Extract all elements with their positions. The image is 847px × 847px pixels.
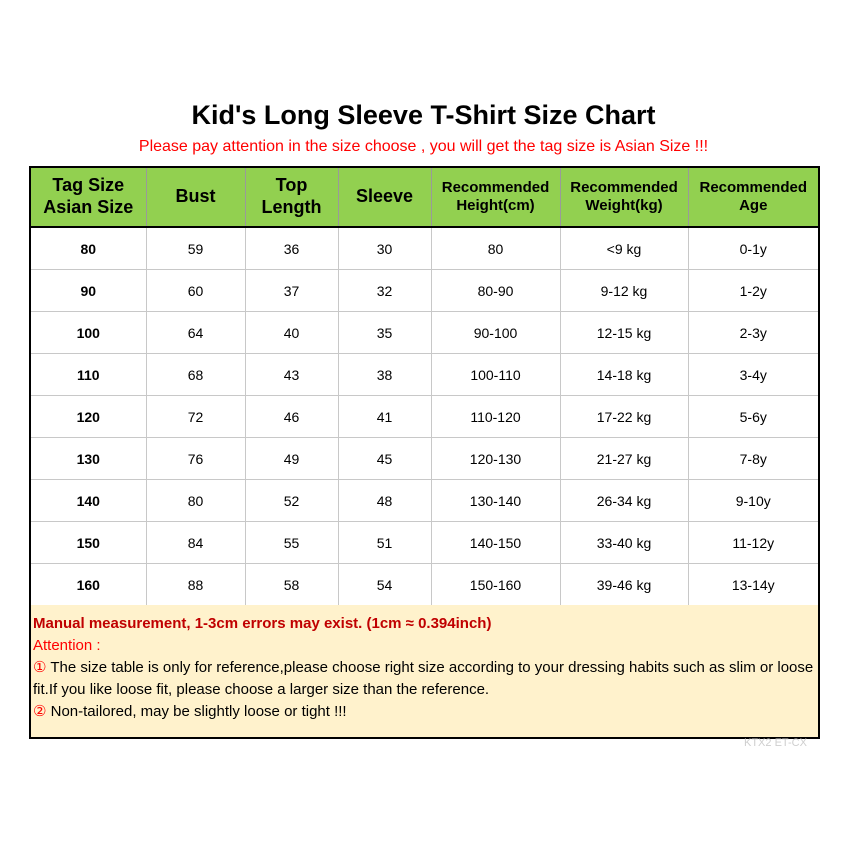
notes-box <box>29 605 820 739</box>
table-row <box>30 564 819 607</box>
cell-top-length: 46 <box>245 396 338 438</box>
cell-bust: 80 <box>146 480 245 522</box>
cell-height: 110-120 <box>431 396 560 438</box>
note-item-2 <box>33 701 818 723</box>
cell-top-length: 55 <box>245 522 338 564</box>
note-1-marker: ① <box>33 659 47 676</box>
cell-sleeve: 30 <box>338 227 431 270</box>
asian-size-notice: Please pay attention in the size choose , you will get the tag size is Asian Size !!! <box>138 138 709 155</box>
table-row <box>30 354 819 396</box>
cell-bust: 88 <box>146 564 245 607</box>
note-1-text: The size table is only for reference,please choose right size according to your dressing habits such as slim or loose fit.If you like loose fit, please choose a larger size than the reference. <box>33 659 814 698</box>
cell-height: 150-160 <box>431 564 560 607</box>
table-row <box>30 522 819 564</box>
cell-age: 11-12y <box>688 522 819 564</box>
cell-age: 7-8y <box>688 438 819 480</box>
cell-weight: <9 kg <box>560 227 688 270</box>
table-row <box>30 227 819 270</box>
cell-top-length: 58 <box>245 564 338 607</box>
header-top-length: Top Length <box>245 167 338 227</box>
cell-height: 90-100 <box>431 312 560 354</box>
cell-weight: 26-34 kg <box>560 480 688 522</box>
cell-weight: 9-12 kg <box>560 270 688 312</box>
note-2-marker: ② <box>33 703 47 720</box>
cell-age: 5-6y <box>688 396 819 438</box>
note-item-1 <box>33 657 818 701</box>
cell-weight: 14-18 kg <box>560 354 688 396</box>
cell-sleeve: 48 <box>338 480 431 522</box>
cell-tag-size: 160 <box>30 564 146 607</box>
cell-bust: 68 <box>146 354 245 396</box>
cell-bust: 72 <box>146 396 245 438</box>
cell-top-length: 49 <box>245 438 338 480</box>
cell-bust: 64 <box>146 312 245 354</box>
chart-title: Kid's Long Sleeve T-Shirt Size Chart <box>191 100 656 130</box>
cell-age: 1-2y <box>688 270 819 312</box>
cell-tag-size: 110 <box>30 354 146 396</box>
note-2-text: Non-tailored, may be slightly loose or tight !!! <box>46 703 347 720</box>
cell-sleeve: 54 <box>338 564 431 607</box>
table-row <box>30 396 819 438</box>
cell-age: 0-1y <box>688 227 819 270</box>
table-row <box>30 312 819 354</box>
header-height: Recommended Height(cm) <box>431 167 560 227</box>
header-bust: Bust <box>146 167 245 227</box>
cell-top-length: 36 <box>245 227 338 270</box>
cell-height: 80-90 <box>431 270 560 312</box>
table-row <box>30 270 819 312</box>
cell-sleeve: 51 <box>338 522 431 564</box>
cell-sleeve: 32 <box>338 270 431 312</box>
table-row <box>30 438 819 480</box>
header-age: Recommended Age <box>688 167 819 227</box>
cell-sleeve: 35 <box>338 312 431 354</box>
cell-height: 140-150 <box>431 522 560 564</box>
size-table-body <box>30 227 819 606</box>
cell-weight: 17-22 kg <box>560 396 688 438</box>
cell-age: 2-3y <box>688 312 819 354</box>
cell-height: 100-110 <box>431 354 560 396</box>
cell-height: 130-140 <box>431 480 560 522</box>
cell-age: 13-14y <box>731 576 775 593</box>
cell-tag-size: 130 <box>30 438 146 480</box>
cell-age: 3-4y <box>688 354 819 396</box>
cell-sleeve: 45 <box>338 438 431 480</box>
cell-weight: 39-46 kg <box>560 564 688 607</box>
cell-height: 120-130 <box>431 438 560 480</box>
cell-age: 9-10y <box>688 480 819 522</box>
watermark: KTX2 ET-CX <box>744 737 807 749</box>
cell-tag-size: 140 <box>30 480 146 522</box>
cell-tag-size: 120 <box>30 396 146 438</box>
cell-top-length: 40 <box>245 312 338 354</box>
header-tag-size: Tag Size Asian Size <box>30 167 146 227</box>
cell-height: 80 <box>431 227 560 270</box>
cell-top-length: 52 <box>245 480 338 522</box>
cell-bust: 59 <box>146 227 245 270</box>
cell-weight: 12-15 kg <box>560 312 688 354</box>
cell-tag-size: 150 <box>30 522 146 564</box>
cell-bust: 84 <box>146 522 245 564</box>
cell-top-length: 43 <box>245 354 338 396</box>
attention-label: Attention : <box>33 637 101 654</box>
cell-tag-size: 90 <box>30 270 146 312</box>
cell-top-length: 37 <box>245 270 338 312</box>
cell-bust: 76 <box>146 438 245 480</box>
cell-weight: 21-27 kg <box>560 438 688 480</box>
cell-sleeve: 38 <box>338 354 431 396</box>
table-row <box>30 480 819 522</box>
cell-tag-size: 100 <box>30 312 146 354</box>
cell-sleeve: 41 <box>338 396 431 438</box>
size-table-header <box>30 167 819 227</box>
cell-bust: 60 <box>146 270 245 312</box>
cell-weight: 33-40 kg <box>560 522 688 564</box>
header-sleeve: Sleeve <box>338 167 431 227</box>
header-weight: Recommended Weight(kg) <box>560 167 688 227</box>
measurement-warning: Manual measurement, 1-3cm errors may exist. (1cm ≈ 0.394inch) <box>33 615 492 632</box>
cell-tag-size: 80 <box>30 227 146 270</box>
size-table <box>29 166 820 607</box>
